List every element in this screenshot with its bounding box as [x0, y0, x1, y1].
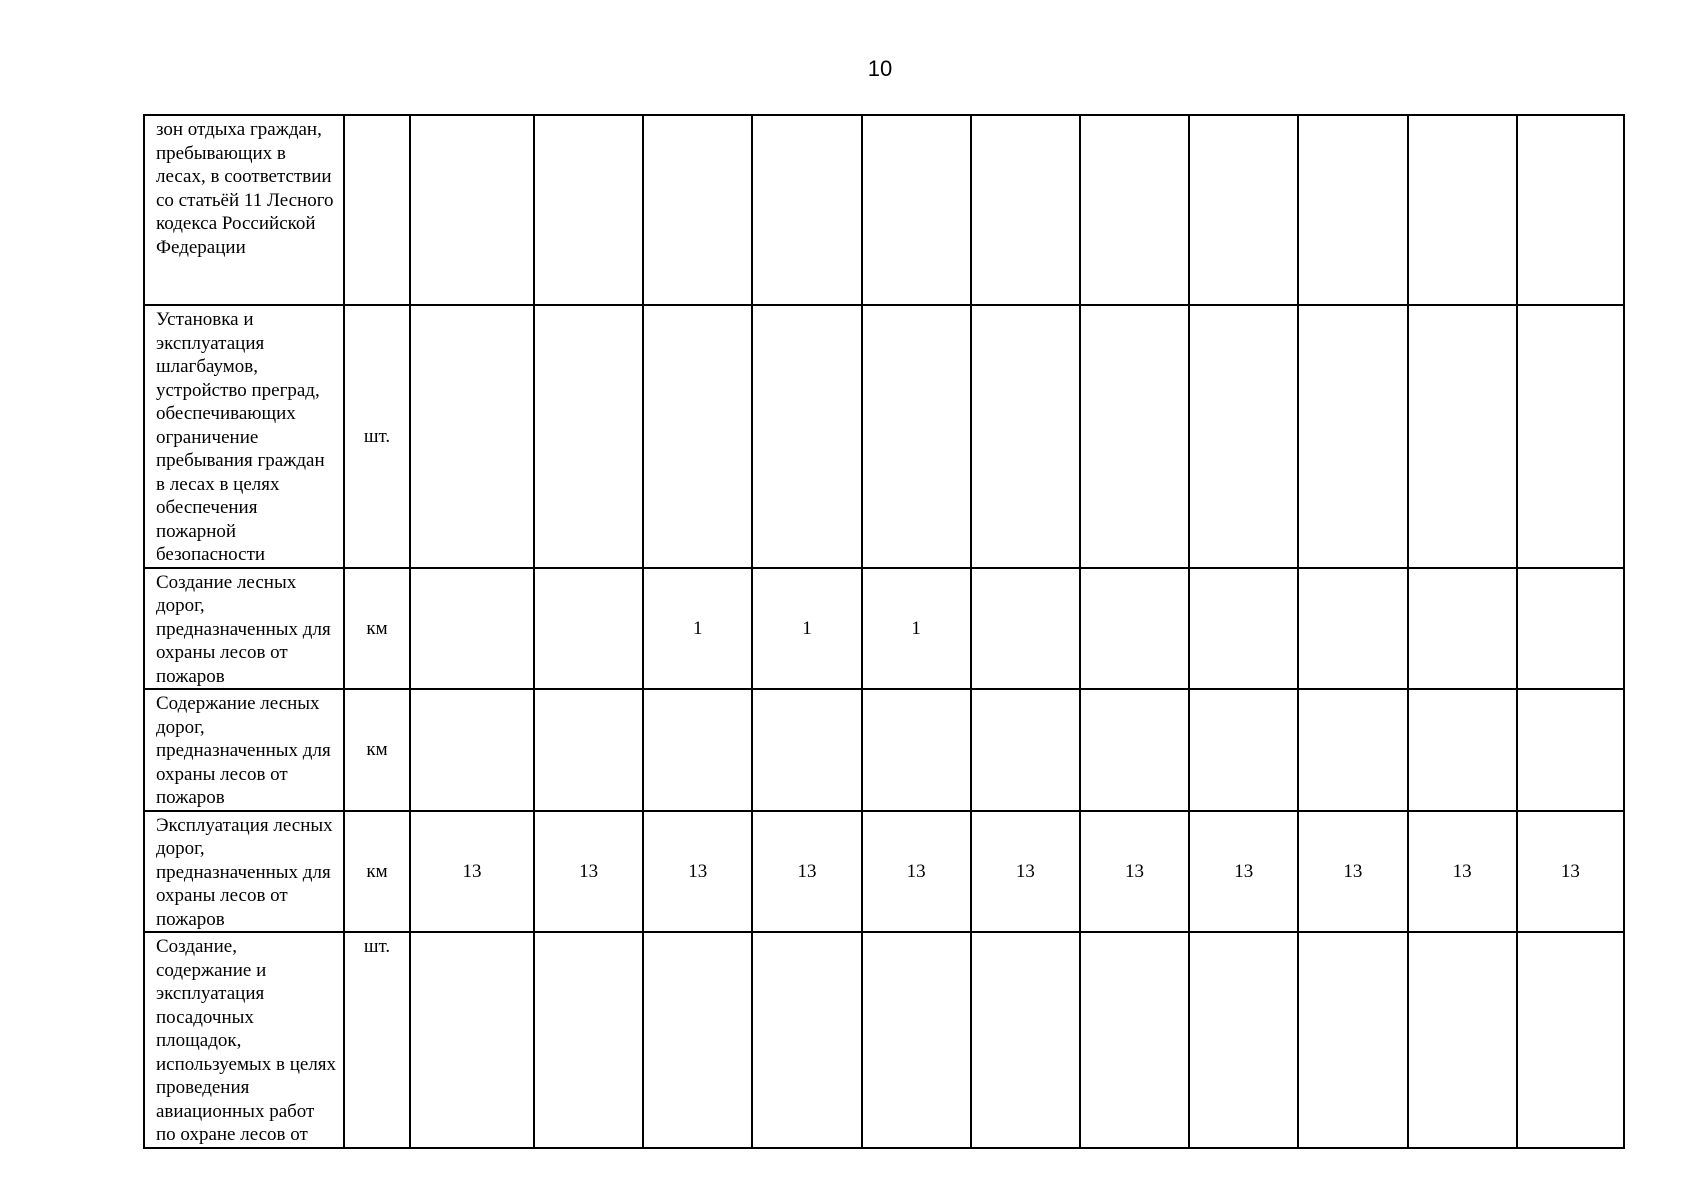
table-row: [144, 305, 1624, 568]
value-cell: [1189, 305, 1298, 568]
value-cell: [1189, 689, 1298, 811]
value-cell: [1408, 115, 1517, 305]
value-cell: [534, 305, 643, 568]
value-cell: [752, 689, 861, 811]
row-name-cell: Установка и эксплуатация шлагбаумов, устройство преград, обеспечивающих ограничение пребывания граждан в лесах в целях обеспечения пожарной безопасности: [144, 305, 344, 568]
value-cell: [1080, 305, 1189, 568]
value-cell: [862, 689, 971, 811]
value-cell: [1189, 568, 1298, 690]
value-cell: 13: [410, 811, 534, 933]
value-cell: 13: [971, 811, 1080, 933]
value-cell: [534, 932, 643, 1148]
value-cell: [752, 932, 861, 1148]
value-cell: 13: [1408, 811, 1517, 933]
row-unit-cell: шт.: [344, 932, 410, 1148]
value-cell: [534, 689, 643, 811]
value-cell: [410, 568, 534, 690]
table-row: [144, 568, 1624, 690]
row-name-cell: Создание лесных дорог, предназначенных для охраны лесов от пожаров: [144, 568, 344, 690]
row-name-cell: зон отдыха граждан, пребывающих в лесах, в соответствии со статьёй 11 Лесного кодекса Российской Федерации: [144, 115, 344, 305]
value-cell: 13: [862, 811, 971, 933]
value-cell: 13: [1298, 811, 1407, 933]
value-cell: [1189, 932, 1298, 1148]
value-cell: [410, 305, 534, 568]
value-cell: 1: [643, 568, 752, 690]
value-cell: [1408, 568, 1517, 690]
row-name-cell: Создание, содержание и эксплуатация посадочных площадок, используемых в целях проведения авиационных работ по охране лесов от: [144, 932, 344, 1148]
row-unit-cell: шт.: [344, 305, 410, 568]
value-cell: [971, 305, 1080, 568]
value-cell: [1080, 689, 1189, 811]
value-cell: [643, 115, 752, 305]
value-cell: [1298, 305, 1407, 568]
table-row: [144, 811, 1624, 933]
value-cell: [534, 568, 643, 690]
value-cell: [1517, 689, 1624, 811]
value-cell: [862, 932, 971, 1148]
value-cell: [752, 115, 861, 305]
row-name-cell: Содержание лесных дорог, предназначенных для охраны лесов от пожаров: [144, 689, 344, 811]
row-unit-cell: [344, 115, 410, 305]
value-cell: [643, 305, 752, 568]
value-cell: [1517, 305, 1624, 568]
value-cell: [1298, 568, 1407, 690]
value-cell: [971, 689, 1080, 811]
value-cell: [1298, 689, 1407, 811]
value-cell: [1517, 568, 1624, 690]
value-cell: [1408, 932, 1517, 1148]
value-cell: [862, 115, 971, 305]
value-cell: [971, 568, 1080, 690]
value-cell: [643, 689, 752, 811]
value-cell: [1408, 305, 1517, 568]
value-cell: [971, 115, 1080, 305]
value-cell: 13: [1080, 811, 1189, 933]
value-cell: [1080, 568, 1189, 690]
value-cell: [1517, 932, 1624, 1148]
forest-measures-table: [143, 114, 1625, 1149]
value-cell: [1408, 689, 1517, 811]
row-name-cell: Эксплуатация лесных дорог, предназначенных для охраны лесов от пожаров: [144, 811, 344, 933]
value-cell: [1298, 115, 1407, 305]
value-cell: 13: [643, 811, 752, 933]
table-row: [144, 115, 1624, 305]
value-cell: [971, 932, 1080, 1148]
value-cell: [1189, 115, 1298, 305]
value-cell: 13: [1517, 811, 1624, 933]
value-cell: [1517, 115, 1624, 305]
table-row: [144, 689, 1624, 811]
value-cell: 13: [534, 811, 643, 933]
value-cell: [1080, 932, 1189, 1148]
value-cell: [862, 305, 971, 568]
row-unit-cell: км: [344, 568, 410, 690]
value-cell: [410, 689, 534, 811]
value-cell: 13: [752, 811, 861, 933]
value-cell: [752, 305, 861, 568]
value-cell: [410, 932, 534, 1148]
value-cell: [410, 115, 534, 305]
page-number: 10: [867, 56, 893, 81]
value-cell: 1: [752, 568, 861, 690]
table-row: [144, 932, 1624, 1148]
value-cell: 13: [1189, 811, 1298, 933]
value-cell: [643, 932, 752, 1148]
value-cell: 1: [862, 568, 971, 690]
value-cell: [534, 115, 643, 305]
value-cell: [1298, 932, 1407, 1148]
row-unit-cell: км: [344, 811, 410, 933]
row-unit-cell: км: [344, 689, 410, 811]
value-cell: [1080, 115, 1189, 305]
